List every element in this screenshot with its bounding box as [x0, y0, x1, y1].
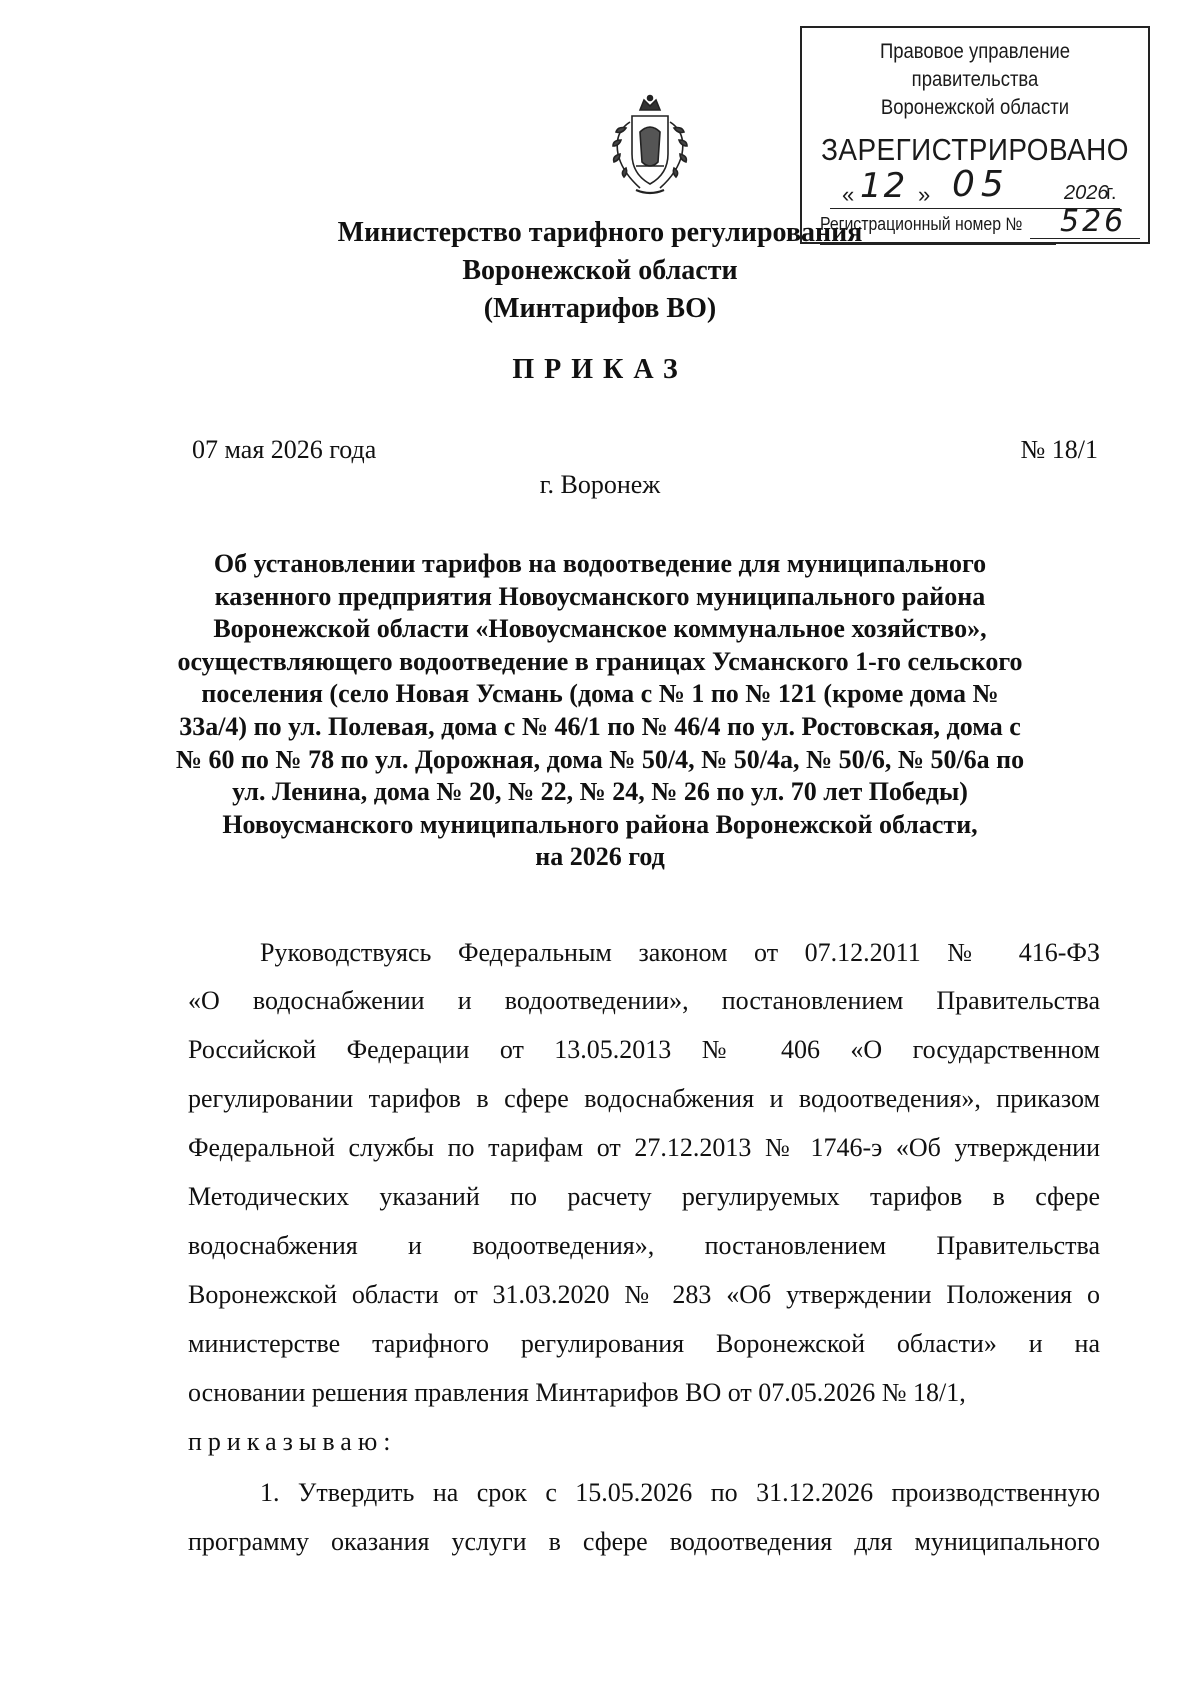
stamp-date-open-quote: «	[842, 182, 855, 207]
title-line: Новоусманского муниципального района Воронежской области,	[222, 809, 978, 839]
document-city: г. Воронеж	[539, 470, 661, 499]
registration-stamp	[800, 26, 1150, 244]
ministry-name: Министерство тарифного регулирования	[337, 217, 863, 248]
stamp-strike-line	[820, 244, 1056, 245]
item-1-line: программу оказания услуги в сфере водоотведения для муниципального	[188, 1527, 1100, 1556]
stamp-number-underline	[1030, 238, 1140, 239]
title-line: осуществляющего водоотведение в границах Усманского 1-го сельского	[177, 646, 1023, 676]
title-line: поселения (село Новая Усмань (дома с № 1 по № 121 (кроме дома №	[201, 679, 999, 709]
title-line: казенного предприятия Новоусманского муниципального района	[214, 581, 986, 611]
title-line: ул. Ленина, дома № 20, № 22, № 24, № 26 по ул. 70 лет Победы)	[232, 777, 968, 807]
stamp-org-line2: Воронежской области	[880, 96, 1070, 119]
stamp-year: 2026	[1064, 182, 1109, 204]
document-title	[170, 548, 1030, 874]
stamp-number-label: Регистрационный номер №	[820, 214, 1023, 234]
title-line: на 2026 год	[535, 842, 665, 872]
body-line: министерстве тарифного регулирования Воронежской области» и на	[188, 1329, 1100, 1358]
body-line: «О водоснабжении и водоотведении», постановлением Правительства	[188, 986, 1100, 1015]
stamp-day: 12	[860, 166, 908, 206]
stamp-year-suffix: г.	[1106, 182, 1117, 204]
stamp-org-line1: Правовое управление правительства	[879, 40, 1071, 91]
title-line: 33а/4) по ул. Полевая, дома с № 46/1 по № 46/4 по ул. Ростовская, дома с	[179, 711, 1021, 741]
body-line: Методических указаний по расчету регулируемых тарифов в сфере	[188, 1182, 1100, 1211]
coat-of-arms-icon	[596, 92, 704, 200]
body-line: Российской Федерации от 13.05.2013 № 406 «О государственном	[188, 1035, 1100, 1064]
body-line: основании решения правления Минтарифов ВО от 07.05.2026 № 18/1,	[188, 1378, 966, 1407]
title-line: Воронежской области «Новоусманское коммунальное хозяйство»,	[213, 614, 987, 644]
stamp-status: ЗАРЕГИСТРИРОВАНО	[821, 132, 1129, 167]
document-type: ПРИКАЗ	[512, 354, 688, 385]
body-line: регулировании тарифов в сфере водоснабжения и водоотведения», приказом	[188, 1084, 1100, 1113]
title-line: № 60 по № 78 по ул. Дорожная, дома № 50/4, № 50/4а, № 50/6, № 50/6а по	[175, 744, 1025, 774]
order-word: приказываю:	[188, 1427, 397, 1456]
stamp-date-close-quote: »	[918, 182, 931, 207]
stamp-organization	[823, 38, 1127, 122]
ministry-header	[200, 214, 1000, 328]
stamp-number: 526	[1060, 204, 1127, 239]
ministry-region: Воронежской области	[462, 255, 738, 286]
item-1-line: 1. Утвердить на срок с 15.05.2026 по 31.12.2026 производственную	[260, 1478, 1100, 1507]
document-date: 07 мая 2026 года	[192, 435, 377, 464]
ministry-abbr: (Минтарифов ВО)	[483, 293, 717, 324]
body-line: Федеральной службы по тарифам от 27.12.2013 № 1746-э «Об утверждении	[188, 1133, 1100, 1162]
stamp-month: 05	[952, 164, 1010, 205]
title-line: Об установлении тарифов на водоотведение для муниципального	[213, 549, 987, 578]
document-number: № 18/1	[1020, 435, 1098, 464]
body-line: Воронежской области от 31.03.2020 № 283 «Об утверждении Положения о	[188, 1280, 1100, 1309]
body-line: Руководствуясь Федеральным законом от 07.12.2011 № 416-ФЗ	[260, 938, 1100, 967]
body-line: водоснабжения и водоотведения», постановлением Правительства	[188, 1231, 1100, 1260]
